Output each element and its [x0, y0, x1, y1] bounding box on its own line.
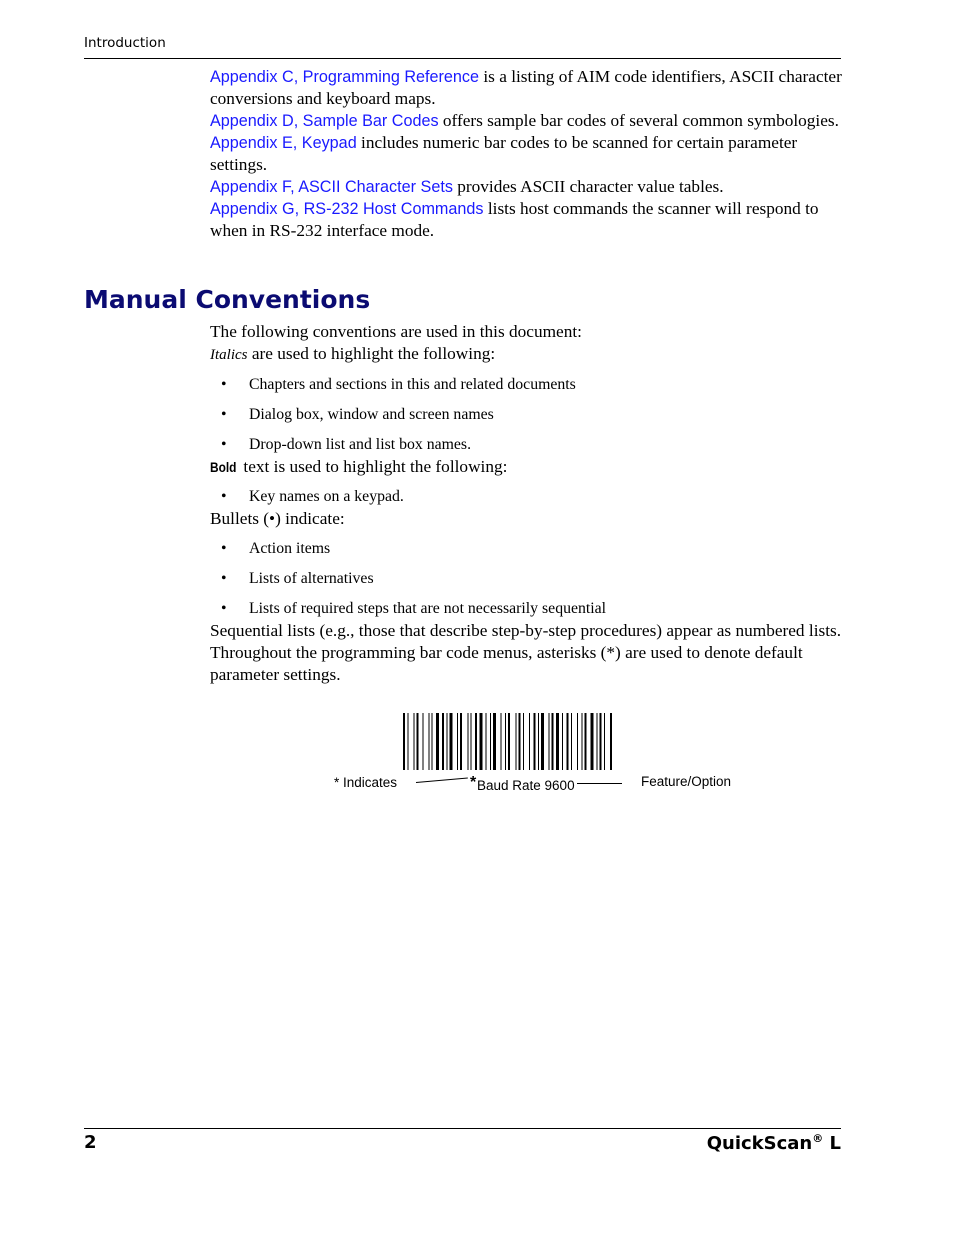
page-number: 2 [84, 1132, 97, 1153]
barcode-bar [552, 713, 554, 770]
bold-paragraph [210, 456, 842, 478]
barcode-bar [423, 713, 424, 770]
indicates-label: * Indicates [334, 775, 398, 790]
barcode-bar [471, 713, 472, 770]
appendix-list [210, 66, 842, 242]
list-item-text: Action items [249, 540, 331, 557]
appendix-d-text: offers sample bar codes of several common symbologies. [438, 111, 839, 130]
barcode-bar [600, 713, 602, 770]
sequential-paragraph: Sequential lists (e.g., those that describe step-by-step procedures) appear as numbered lists. [210, 621, 842, 640]
barcode-bar [597, 713, 598, 770]
barcode-bar [541, 713, 544, 770]
bullet-icon: • [221, 406, 227, 423]
default-asterisk: * [470, 774, 477, 791]
barcode-bar [501, 713, 502, 770]
italics-word: Italics [210, 347, 248, 363]
appendix-c-paragraph [210, 66, 842, 110]
appendix-g-link[interactable]: Appendix G, RS-232 Host Commands [210, 200, 484, 218]
feature-option-label: Feature/Option [641, 774, 732, 789]
running-header: Introduction [84, 35, 166, 51]
appendix-e-paragraph [210, 132, 842, 176]
barcode-bar [457, 713, 458, 770]
barcode-bar [403, 713, 405, 770]
list-item [210, 374, 842, 396]
bold-word: Bold [210, 459, 237, 475]
barcode-bar [436, 713, 439, 770]
product-name-text: QuickScan [706, 1133, 813, 1154]
barcode-bar [447, 713, 448, 770]
list-item [210, 486, 842, 508]
registered-mark: ® [812, 1132, 824, 1145]
asterisk-paragraph: Throughout the programming bar code menus, asterisks (*) are used to denote default parameter settings. [210, 643, 803, 684]
barcode-bar [516, 713, 517, 770]
italics-rest: are used to highlight the following: [247, 344, 496, 363]
barcode-bar [450, 713, 453, 770]
list-item-text: Key names on a keypad. [249, 488, 404, 505]
header-rule [84, 58, 841, 59]
barcode-bar [523, 713, 524, 770]
barcode-bar [549, 713, 550, 770]
barcode-bar [417, 713, 419, 770]
product-suffix: L [823, 1133, 841, 1154]
bullet-icon: • [221, 376, 227, 393]
appendix-g-paragraph [210, 198, 842, 242]
barcode-bar [505, 713, 506, 770]
barcode-bar [538, 713, 539, 770]
appendix-d-paragraph [210, 110, 842, 132]
italics-list [210, 374, 842, 456]
bullet-icon: • [221, 570, 227, 587]
italics-paragraph [210, 343, 842, 366]
barcode-bar [442, 713, 444, 770]
appendix-c-link[interactable]: Appendix C, Programming Reference [210, 68, 480, 86]
sample-barcode-image [403, 713, 665, 770]
barcode-bar [460, 713, 462, 770]
barcode-bar [567, 713, 569, 770]
barcode-bar [414, 713, 415, 770]
barcode-bar [591, 713, 594, 770]
footer-rule [84, 1128, 841, 1129]
appendix-f-link[interactable]: Appendix F, ASCII Character Sets [210, 178, 453, 196]
barcode-bar [529, 713, 530, 770]
barcode-bar [408, 713, 409, 770]
list-item-text: Lists of alternatives [249, 570, 374, 587]
bullet-icon: • [221, 600, 227, 617]
conventions-intro: The following conventions are used in this document: [210, 322, 582, 341]
list-item [210, 598, 842, 620]
appendix-e-link[interactable]: Appendix E, Keypad [210, 134, 357, 152]
list-item [210, 404, 842, 426]
list-item-text: Drop-down list and list box names. [249, 436, 472, 453]
barcode-bar [556, 713, 559, 770]
bold-rest: text is used to highlight the following: [239, 457, 508, 476]
list-item-text: Dialog box, window and screen names [249, 406, 494, 423]
barcode-bar [486, 713, 487, 770]
barcode-bar [610, 713, 612, 770]
feature-pointer-line [577, 783, 622, 784]
list-item-text: Lists of required steps that are not necessarily sequential [249, 600, 607, 617]
barcode-bar [571, 713, 572, 770]
barcode-bar [577, 713, 578, 770]
barcode-bar [604, 713, 605, 770]
barcode-bar [562, 713, 563, 770]
section-title: Manual Conventions [84, 285, 371, 314]
barcode-bar [432, 713, 433, 770]
barcode-bar [519, 713, 521, 770]
list-item [210, 568, 842, 590]
bold-list [210, 486, 842, 508]
conventions-body [210, 321, 842, 686]
barcode-bar [429, 713, 430, 770]
appendix-f-text: provides ASCII character value tables. [452, 177, 724, 196]
list-item-text: Chapters and sections in this and related documents [249, 376, 576, 393]
bullet-icon: • [221, 436, 227, 453]
list-item [210, 538, 842, 560]
bullet-icon: • [221, 488, 227, 505]
barcode-bar [534, 713, 536, 770]
barcode-bar [490, 713, 491, 770]
bullet-usage-list [210, 538, 842, 620]
appendix-c-text: is a listing of AIM code identifiers, ASCII character conversions and keyboard maps. [210, 67, 842, 108]
barcode-caption: Baud Rate 9600 [477, 778, 575, 793]
bullets-intro: Bullets (•) indicate: [210, 509, 345, 528]
indicates-pointer-line [416, 777, 468, 783]
appendix-e-text: includes numeric bar codes to be scanned for certain parameter settings. [210, 133, 798, 174]
barcode-bar [582, 713, 583, 770]
list-item [210, 434, 842, 456]
barcode-bar [475, 713, 477, 770]
product-name [707, 1132, 841, 1154]
barcode-bar [508, 713, 510, 770]
appendix-d-link[interactable]: Appendix D, Sample Bar Codes [210, 112, 439, 130]
barcode-bar [585, 713, 587, 770]
barcode-bar [493, 713, 496, 770]
appendix-f-paragraph [210, 176, 842, 198]
barcode-bar [480, 713, 483, 770]
appendix-g-text: lists host commands the scanner will respond to when in RS-232 interface mode. [210, 199, 819, 240]
bullet-icon: • [221, 540, 227, 557]
barcode-bar [468, 713, 469, 770]
